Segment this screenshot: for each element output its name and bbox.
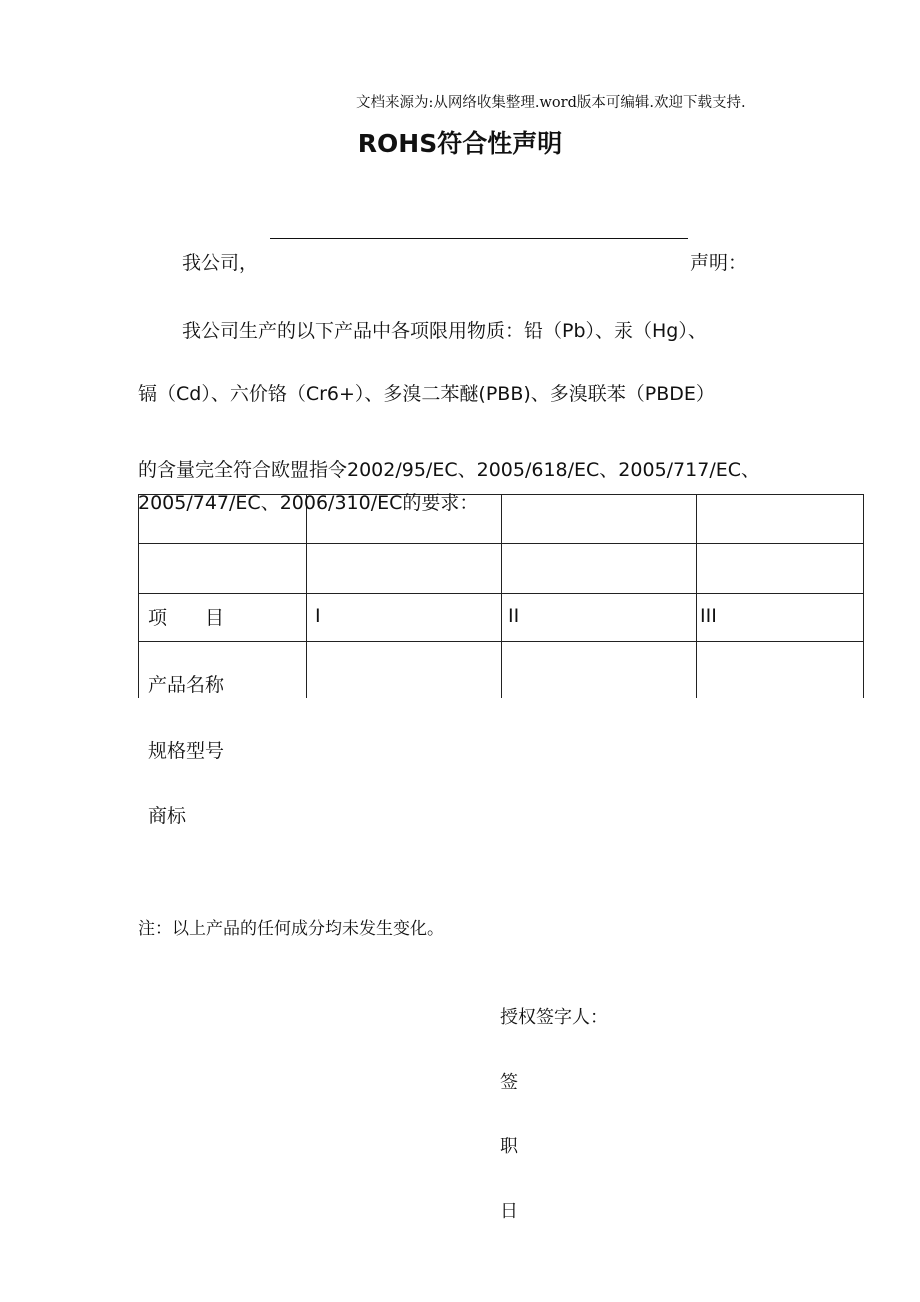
table-border xyxy=(501,494,502,698)
table-row-label: 商标 xyxy=(148,805,187,827)
table-row-label: 规格型号 xyxy=(148,740,225,762)
declaration-suffix: 声明： xyxy=(690,252,748,274)
table-column-header: III xyxy=(700,605,717,627)
table-row-label: 产品名称 xyxy=(148,674,225,696)
paragraph-line-3: 的含量完全符合欧盟指令2002/95/EC、2005/618/EC、2005/717/EC、 xyxy=(138,459,760,481)
signature-label: 签 xyxy=(500,1072,518,1093)
company-blank-line xyxy=(270,238,688,239)
table-border xyxy=(138,494,139,698)
page-title: ROHS符合性声明 xyxy=(357,129,563,158)
table-border xyxy=(306,494,307,698)
compliance-table xyxy=(138,494,864,698)
table-column-header: I xyxy=(315,605,321,627)
paragraph-line-2: 镉（Cd）、六价铬（Cr6+）、多溴二苯醚(PBB)、多溴联苯（PBDE） xyxy=(138,383,715,405)
table-border xyxy=(696,494,697,698)
declaration-prefix: 我公司， xyxy=(182,252,259,274)
paragraph-line-1: 我公司生产的以下产品中各项限用物质：铅（Pb）、汞（Hg）、 xyxy=(182,320,707,342)
authorized-signer-label: 授权签字人： xyxy=(500,1007,608,1028)
paragraph-line-4: 2005/747/EC、2006/310/EC的要求： xyxy=(138,492,479,514)
position-label: 职 xyxy=(500,1136,518,1157)
note: 注：以上产品的任何成分均未发生变化。 xyxy=(138,919,444,939)
table-column-header: II xyxy=(508,605,520,627)
header-note: 文档来源为:从网络收集整理.word版本可编辑.欢迎下载支持. xyxy=(356,95,746,111)
date-label: 日 xyxy=(500,1201,518,1222)
table-item-label: 项 目 xyxy=(148,607,225,629)
table-border xyxy=(863,494,864,698)
